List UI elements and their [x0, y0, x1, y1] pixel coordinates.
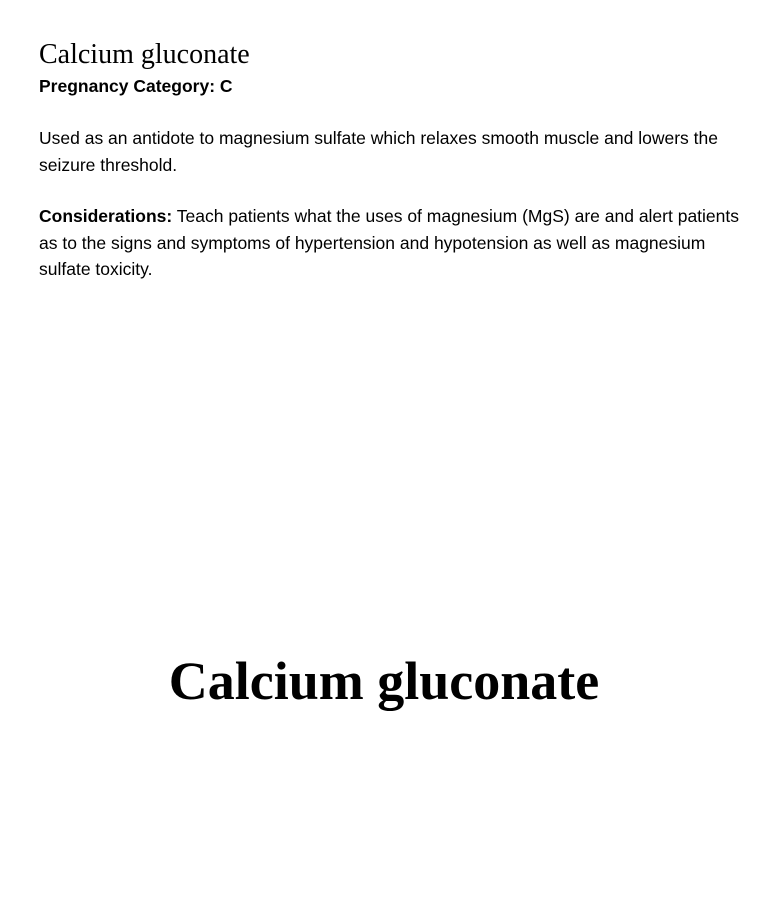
pregnancy-category: Pregnancy Category: C — [39, 76, 233, 96]
drug-title: Calcium gluconate — [39, 39, 250, 70]
considerations-text: Teach patients what the uses of magnesium (MgS) are and alert patients as to the signs and symptoms of hypertension and hypotension as well as magnesium sulfate toxicity. — [39, 206, 740, 279]
banner-title: Calcium gluconate — [168, 651, 600, 711]
considerations-paragraph — [39, 203, 739, 283]
considerations-label: Considerations: — [39, 206, 173, 226]
usage-paragraph: Used as an antidote to magnesium sulfate which relaxes smooth muscle and lowers the seizure threshold. — [39, 128, 718, 175]
